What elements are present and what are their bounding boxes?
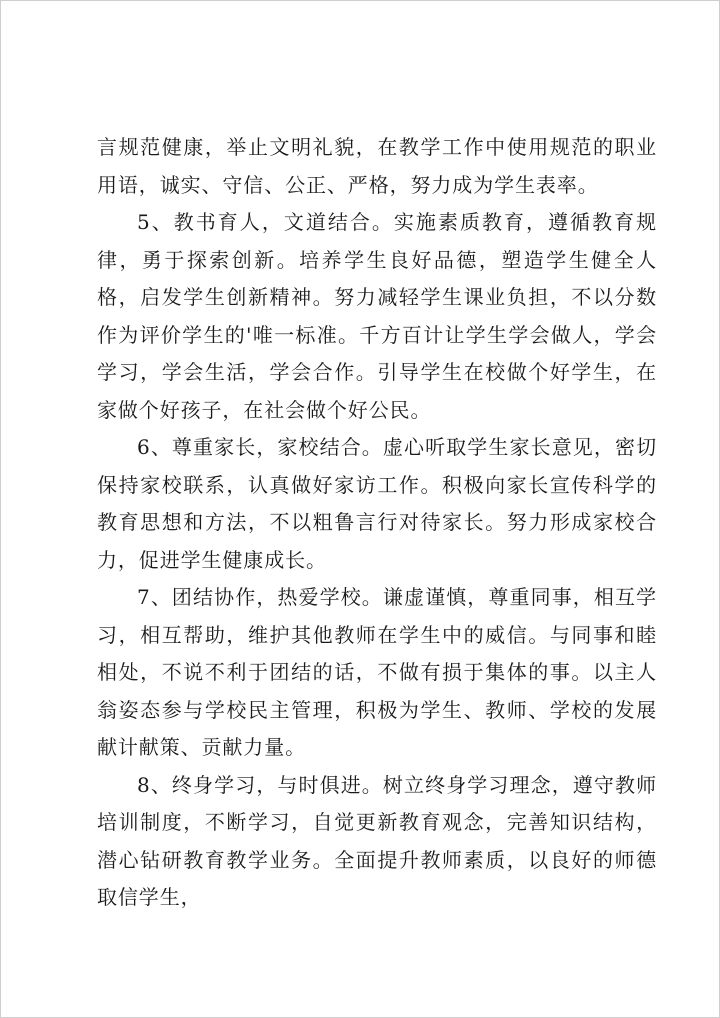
paragraph-item-5: 5、教书育人，文道结合。实施素质教育，遵循教育规律，勇于探索创新。培养学生良好品德，塑造学生健全人格，启发学生创新精神。努力减轻学生课业负担，不以分数作为评价学生的'唯一标准。千方百计让学生学会做人，学会学习，学会生活，学会合作。引导学生在校做个好学生，在家做个好孩子，在社会做个好公民。 xyxy=(97,210,657,422)
paragraph-item-7: 7、团结协作，热爱学校。谦虚谨慎，尊重同事，相互学习，相互帮助，维护其他教师在学生中的威信。与同事和睦相处，不说不利于团结的话，不做有损于集体的事。以主人翁姿态参与学校民主管理，积极为学生、教师、学校的发展献计献策、贡献力量。 xyxy=(97,585,657,759)
paragraph-item-6: 6、尊重家长，家校结合。虚心听取学生家长意见，密切保持家校联系，认真做好家访工作。积极向家长宣传科学的教育思想和方法，不以粗鲁言行对待家长。努力形成家校合力，促进学生健康成长。 xyxy=(97,435,657,572)
paragraph-continuation: 言规范健康，举止文明礼貌，在教学工作中使用规范的职业用语，诚实、守信、公正、严格，努力成为学生表率。 xyxy=(97,135,657,197)
document-body xyxy=(97,129,657,917)
paragraph-item-8: 8、终身学习，与时俱进。树立终身学习理念，遵守教师培训制度，不断学习，自觉更新教育观念，完善知识结构，潜心钻研教育教学业务。全面提升教师素质，以良好的师德取信学生， xyxy=(97,772,657,909)
